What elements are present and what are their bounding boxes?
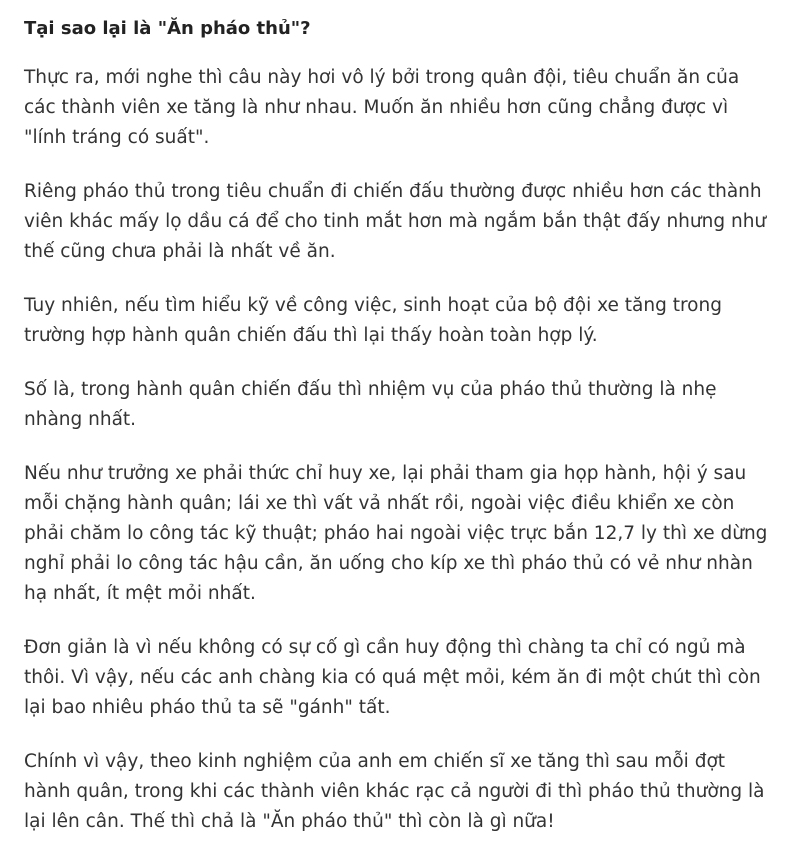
article-paragraph: Thực ra, mới nghe thì câu này hơi vô lý bởi trong quân đội, tiêu chuẩn ăn của các thành viên xe tăng là như nhau. Muốn ăn nhiều hơn cũng chẳng được vì "lính tráng có suất".	[24, 67, 740, 149]
article-paragraph: Đơn giản là vì nếu không có sự cố gì cần huy động thì chàng ta chỉ có ngủ mà thôi. Vì vậy, nếu các anh chàng kia có quá mệt mỏi, kém ăn đi một chút thì còn lại bao nhiêu pháo thủ ta sẽ "gánh" tất.	[24, 636, 761, 718]
article-paragraph: Tuy nhiên, nếu tìm hiểu kỹ về công việc, sinh hoạt của bộ đội xe tăng trong trường hợp hành quân chiến đấu thì lại thấy hoàn toàn hợp lý.	[24, 295, 722, 346]
article-title: Tại sao lại là "Ăn pháo thủ"?	[24, 18, 311, 39]
article-paragraph: Số là, trong hành quân chiến đấu thì nhiệm vụ của pháo thủ thường là nhẹ nhàng nhất.	[24, 378, 717, 430]
article-paragraph: Nếu như trưởng xe phải thức chỉ huy xe, lại phải tham gia họp hành, hội ý sau mỗi chặng hành quân; lái xe thì vất vả nhất rồi, ngoài việc điều khiển xe còn phải chăm lo công tác kỹ thuật; pháo hai ngoài việc trực bắn 12,7 ly thì xe dừng nghỉ phải lo công tác hậu cần, ăn uống cho kíp xe thì pháo thủ có vẻ như nhàn hạ nhất, ít mệt mỏi nhất.	[24, 462, 768, 604]
article-body	[24, 63, 776, 836]
article-paragraph: Riêng pháo thủ trong tiêu chuẩn đi chiến đấu thường được nhiều hơn các thành viên khác mấy lọ dầu cá để cho tinh mắt hơn mà ngắm bắn thật đấy nhưng như thế cũng chưa phải là nhất về ăn.	[24, 181, 767, 263]
article-paragraph: Chính vì vậy, theo kinh nghiệm của anh em chiến sĩ xe tăng thì sau mỗi đợt hành quân, trong khi các thành viên khác rạc cả người đi thì pháo thủ thường là lại lên cân. Thế thì chả là "Ăn pháo thủ" thì còn là gì nữa!	[24, 750, 765, 832]
